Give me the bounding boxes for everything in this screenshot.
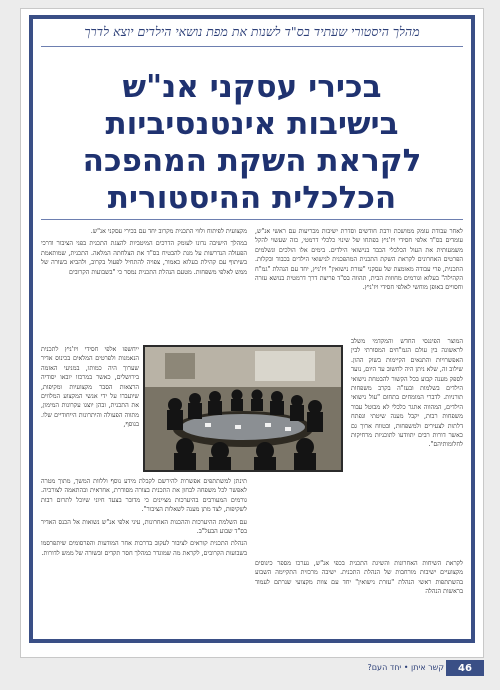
article-column-right-bottom xyxy=(255,559,463,600)
article-sheet xyxy=(20,8,484,658)
paragraph: במהלך הישיבה נדונו לעומק הדרכים המיטביות להצגת התכנית בפני הציבור ודרכי הפעולה הנדרשות על מנת להבטיח בס"ד את הצלחתה המלאה. התכנית, שמותאמת בשיתוף עם קהילת בעלוא כאמור, צפויה להתחיל לפעול בקרוב, ולהביא בשורה של ממש לאלפי משפחות. מטעם הנהלת התכנית נמסר כי "בשבועות הקרובים xyxy=(41,240,247,276)
meeting-photo-image xyxy=(145,347,341,470)
page-footer xyxy=(20,658,484,680)
meeting-photo xyxy=(143,345,343,472)
paragraph: לאחר עבודת עומק ממושכת ורבת חודשים וסדרת ישיבות מכריעות עם ראשי אנ"ש, עומדים בס"ד אלפי חסידי ויז'ניץ בפתחו של שינוי כלכלי דרמטי, כזה שעשוי להקל משמעותית את העול הכלכלי הכבד בנישואי הילדים. בימים אלו הולכים ונשלמים הפרטים האחרונים לקראת השקת התכנית המהפכנית לנישואי הילדים בכבוד ובקלות. התכנית, פרי עבודה מאומצת של עסקני "עזרת נישואין" ויז'ניץ, יחד עם הנהלת "גמ"ח הקהילה" בעלוא וגורמים מחוזות הבית, תהווה בס"ד פריצת דרך דרמטית בנושא עזרה וחסויים באופן מוחשי לאלפי חסידי ויז'ניץ. xyxy=(255,228,463,292)
page-number: 46 xyxy=(446,660,484,676)
paragraph: הנהלת התכנית קוראים לציבור לעקוב בדרכות אחר המודעות והפרסומים שיתפרסמו בשבועות הקרובים, לקראת מה שמוגדר כמהלך חסר תקדים ובשורה של ממש לדורות. xyxy=(41,540,247,557)
article-column-left-bottom xyxy=(41,477,247,561)
paragraph: ייחשפו אלפי חסידי ויז'ניץ לתכנית הנאמנות ולפרטים המלאים בכינוס אדיר שערוך היה כמותו, במניעי האזמה בירושלים, כאשר במרכזו יובאו יסודיה הרצאות הסבר מקצועיות ומקיפות, שיועברו על ידי אנשי המקצוע המלווים את התכנית, ובהן יוצגו עקרונות המימון, מתווה הפעולה והיתרונות הייחודיים שלו. בנוסף, xyxy=(41,346,139,429)
paragraph: עם השלמת ההיערכות וההכנות האחרונות, עיני אלפי אנ"ש נשואות אל הכנס האדיר בס"ד שבוע הבעל"ב. xyxy=(41,518,247,536)
headline-line: בישיבות אינטנסיביות xyxy=(105,106,399,142)
article-frame xyxy=(29,15,475,643)
paragraph: לקראת השיחות האחרונות והשיגת התכנית בכפי אנ"ש, נערכו מספר כינוסים מקצועיים ישיבות מורחבות של הנהלת התכנית. ישיבה מרכזית התקיימה השבוע בהשתתפות ראשי הנהלת "עזרת נישואין" יחד עם צוות מקצועי שנרתם לעמוד בראשות הנהלה xyxy=(255,560,463,596)
headline-line: הכלכלית ההיסטורית xyxy=(107,180,397,216)
article-column-left xyxy=(41,227,247,280)
article-subtitle: מהלך היסטורי שעתיד בס"ד לשנות את מפת נושאי הילדים יוצא לדרך xyxy=(84,24,420,39)
article-column-left-side xyxy=(41,345,139,433)
headline-rule xyxy=(41,219,463,220)
article-column-right xyxy=(255,227,463,296)
magazine-name: קשר איתן • יחד העם? xyxy=(367,663,444,672)
subtitle-rule xyxy=(41,46,463,47)
article-headline xyxy=(43,69,461,217)
paragraph: תינתן למשתתפים אפשרות להירשם לקבלת מידע נוסף וללוות המשך, מתוך מטרה לאפשר לכל משפחה לבחון את התכנית בצורה מסודרת, אחראית ובהתאמה לצורכיה. גורמים המעורבים בהיערכות מציינים כי מדובר בצעד חיוני שיוכל לתרום רבות לשקיפות, לצד מתן מענה לשאלות הציבור". xyxy=(41,478,247,514)
headline-line: לקראת השקת המהפכה xyxy=(82,143,422,179)
paragraph: המוצר הפיננסי החדש והמקדמי משלב לראשונה בין עולם הגמ"חים המסורתי לבין האפשרויות והתנאים הקיימות בשוק ההון. שילוב זה, שלא ניתן היה לחשוב עד היום, נועד לספק מענה קבוע בכל הקשור להבטחת נישואי הילדים בשלמות ובעז"ה בקרב משפחות תורניות. לדברי המומחים בתחום "עול נישואי הילדים, המהווה אתגר כלכלי לא מבוטל עבור משפחות רבות, יקבל מענה שיטתי ונפתח דלתות לצעירים ולמשפחות, ובטווח ארוך גם כאשר דורות רבים יתוודעו לתוכניות מרחיקות לחלומותיהם". xyxy=(351,338,463,449)
headline-line: בכירי עסקני אנ"ש xyxy=(122,69,382,105)
article-column-right-narrow xyxy=(351,337,463,453)
paragraph: מקצועית לפיתוח ולווי התכנית מקרוב יחד עם בכירי עסקני אנ"ש. xyxy=(90,228,247,235)
